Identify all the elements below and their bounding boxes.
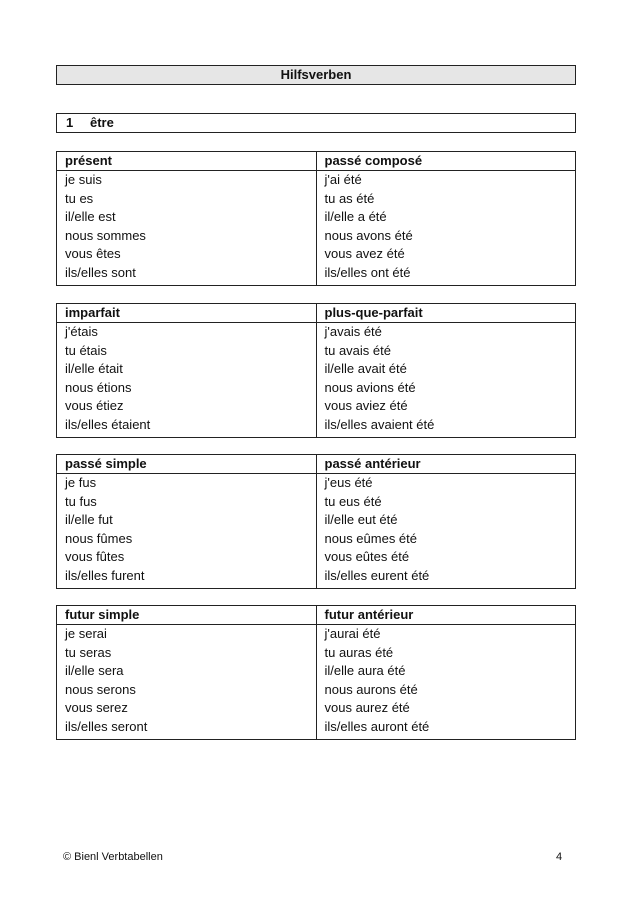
table-row — [57, 245, 576, 264]
conjugation-table-passe-simple — [56, 454, 576, 589]
table-cell: tu étais — [57, 342, 317, 361]
table-header-right: plus-que-parfait — [316, 304, 576, 323]
table-cell: tu es — [57, 190, 317, 209]
table-header-right: passé antérieur — [316, 455, 576, 474]
table-cell: vous eûtes été — [316, 548, 576, 567]
table-row — [57, 342, 576, 361]
table-cell: tu auras été — [316, 644, 576, 663]
table-cell: il/elle avait été — [316, 360, 576, 379]
table-cell: il/elle a été — [316, 208, 576, 227]
section-heading — [56, 113, 576, 133]
table-cell: ils/elles furent — [57, 567, 317, 588]
table-row — [57, 171, 576, 190]
table-cell: ils/elles étaient — [57, 416, 317, 437]
table-header-left: futur simple — [57, 606, 317, 625]
table-cell: il/elle est — [57, 208, 317, 227]
section-number: 1 — [66, 115, 74, 130]
table-row — [57, 190, 576, 209]
table-cell: il/elle était — [57, 360, 317, 379]
table-header-left: imparfait — [57, 304, 317, 323]
table-cell: vous aviez été — [316, 397, 576, 416]
table-row — [57, 323, 576, 342]
conjugation-table-futur — [56, 605, 576, 740]
table-cell: nous avions été — [316, 379, 576, 398]
table-row — [57, 511, 576, 530]
table-cell: tu eus été — [316, 493, 576, 512]
table-row — [57, 681, 576, 700]
table-cell: vous serez — [57, 699, 317, 718]
table-cell: ils/elles auront été — [316, 718, 576, 739]
table-cell: nous eûmes été — [316, 530, 576, 549]
table-row — [57, 474, 576, 493]
table-cell: nous fûmes — [57, 530, 317, 549]
footer-copyright: © Bienl Verbtabellen — [63, 851, 163, 863]
table-cell: vous avez été — [316, 245, 576, 264]
table-row — [57, 530, 576, 549]
table-header-left: présent — [57, 152, 317, 171]
table-cell: nous aurons été — [316, 681, 576, 700]
table-row — [57, 379, 576, 398]
table-cell: j'étais — [57, 323, 317, 342]
table-cell: ils/elles sont — [57, 264, 317, 285]
table-cell: j'eus été — [316, 474, 576, 493]
table-row — [57, 416, 576, 437]
table-cell: ils/elles seront — [57, 718, 317, 739]
conjugation-table-imparfait — [56, 303, 576, 438]
table-cell: il/elle fut — [57, 511, 317, 530]
table-header-right: futur antérieur — [316, 606, 576, 625]
table-cell: ils/elles ont été — [316, 264, 576, 285]
table-cell: ils/elles eurent été — [316, 567, 576, 588]
table-cell: j'avais été — [316, 323, 576, 342]
table-cell: j'ai été — [316, 171, 576, 190]
table-cell: je serai — [57, 625, 317, 644]
table-row — [57, 264, 576, 285]
table-cell: tu seras — [57, 644, 317, 663]
table-cell: nous sommes — [57, 227, 317, 246]
table-cell: vous êtes — [57, 245, 317, 264]
table-cell: tu as été — [316, 190, 576, 209]
table-cell: je fus — [57, 474, 317, 493]
table-cell: ils/elles avaient été — [316, 416, 576, 437]
table-row — [57, 397, 576, 416]
table-cell: il/elle eut été — [316, 511, 576, 530]
table-row — [57, 662, 576, 681]
table-row — [57, 208, 576, 227]
table-row — [57, 625, 576, 644]
table-cell: j'aurai été — [316, 625, 576, 644]
table-cell: je suis — [57, 171, 317, 190]
section-verb: être — [90, 115, 114, 130]
table-row — [57, 548, 576, 567]
table-cell: il/elle aura été — [316, 662, 576, 681]
table-cell: nous étions — [57, 379, 317, 398]
table-row — [57, 493, 576, 512]
footer-page-number: 4 — [556, 851, 563, 863]
table-header-left: passé simple — [57, 455, 317, 474]
table-cell: il/elle sera — [57, 662, 317, 681]
table-cell: tu avais été — [316, 342, 576, 361]
table-cell: tu fus — [57, 493, 317, 512]
table-row — [57, 360, 576, 379]
conjugation-table-present — [56, 151, 576, 286]
table-cell: vous étiez — [57, 397, 317, 416]
table-cell: vous aurez été — [316, 699, 576, 718]
table-row — [57, 567, 576, 588]
table-cell: nous serons — [57, 681, 317, 700]
table-row — [57, 718, 576, 739]
table-row — [57, 644, 576, 663]
table-row — [57, 699, 576, 718]
table-cell: nous avons été — [316, 227, 576, 246]
table-cell: vous fûtes — [57, 548, 317, 567]
page-title: Hilfsverben — [56, 65, 576, 85]
table-header-right: passé composé — [316, 152, 576, 171]
table-row — [57, 227, 576, 246]
